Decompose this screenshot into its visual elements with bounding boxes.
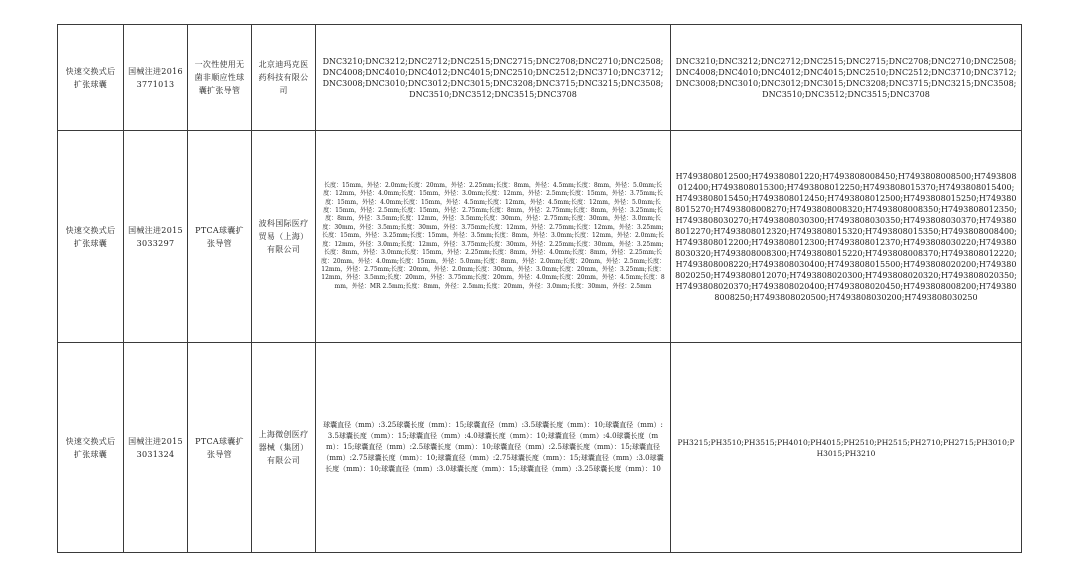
registration-number-cell: 国械注进20153033297 <box>124 131 188 343</box>
table-row <box>58 25 1022 131</box>
specification-cell: 长度：15mm，外径：2.0mm;长度：20mm，外径：2.25mm;长度：8mm，外径：4.5mm;长度：8mm，外径：5.0mm;长度：12mm，外径：4.0mm;长度：15mm，外径：3.0mm;长度：12mm，外径：2.5mm;长度：15mm，外径：3.75mm;长度：15mm，外径：4.0mm;长度：15mm，外径：4.5mm;长度：12mm，外径：4.5mm;长度：12mm，外径：5.0mm;长度：15mm，外径：2.5mm;长度：15mm，外径：2.75mm;长度：8mm，外径：2.75mm;长度：8mm，外径：3.25mm;长度：8mm，外径：3.5mm;长度：12mm，外径：3.5mm;长度：30mm，外径：2.75mm;长度：30mm，外径：3.0mm;长度：30mm，外径：3.5mm;长度：30mm，外径：3.75mm;长度：12mm，外径：2.75mm;长度：12mm，外径：3.25mm;长度：15mm，外径：3.25mm;长度：15mm，外径：3.5mm;长度：8mm，外径：3.0mm;长度：12mm，外径：2.0mm;长度：12mm，外径：3.0mm;长度：12mm，外径：3.75mm;长度：30mm，外径：2.25mm;长度：30mm，外径：3.25mm;长度：8mm，外径：3.0mm;长度：15mm，外径：2.25mm;长度：8mm，外径：4.0mm;长度：8mm，外径：2.25mm;长度：20mm，外径：4.0mm;长度：15mm，外径：5.0mm;长度：8mm，外径：2.0mm;长度：20mm，外径：2.5mm;长度：12mm，外径：2.75mm;长度：20mm，外径：2.0mm;长度：30mm，外径：3.0mm;长度：20mm，外径：3.25mm;长度：12mm，外径：3.5mm;长度：20mm，外径：3.75mm;长度：20mm，外径：4.0mm;长度：20mm，外径：4.5mm;长度：8mm，外径：MR 2.5mm;长度：8mm，外径：2.5mm;长度：20mm，外径：3.0mm;长度：30mm，外径：2.5mm <box>316 131 671 343</box>
company-cell: 波科国际医疗贸易（上海）有限公司 <box>252 131 316 343</box>
product-code-cell: DNC3210;DNC3212;DNC2712;DNC2515;DNC2715;DNC2708;DNC2710;DNC2508;DNC4008;DNC4010;DNC4012;DNC4015;DNC2510;DNC2512;DNC3710;DNC3712;DNC3008;DNC3010;DNC3012;DNC3015;DNC3208;DNC3715;DNC3215;DNC3508;DNC3510;DNC3512;DNC3515;DNC3708 <box>671 25 1022 131</box>
table-row <box>58 131 1022 343</box>
company-cell: 北京迪玛克医药科技有限公司 <box>252 25 316 131</box>
specification-cell: 球囊直径（mm）:3.25球囊长度（mm）：15;球囊直径（mm）:3.5球囊长度（mm）：10;球囊直径（mm）:3.5球囊长度（mm）：15;球囊直径（mm）:4.0球囊长度（mm）：10;球囊直径（mm）:4.0球囊长度（mm）：15;球囊直径（mm）:2.5球囊长度（mm）：10;球囊直径（mm）:2.5球囊长度（mm）：15;球囊直径（mm）:2.75球囊长度（mm）：10;球囊直径（mm）:2.75球囊长度（mm）：15;球囊直径（mm）:3.0球囊长度（mm）：10;球囊直径（mm）:3.0球囊长度（mm）：15;球囊直径（mm）:3.25球囊长度（mm）：10 <box>316 343 671 553</box>
table-row <box>58 343 1022 553</box>
product-name-cell: 快速交换式后扩张球囊 <box>58 131 124 343</box>
product-code-cell: H7493808012500;H749380801220;H7493808008450;H7493808008500;H7493808012400;H7493808015300;H7493808012250;H7493808015370;H7493808015400;H7493808015450;H7493808012450;H7493808012500;H7493808015250;H7493808015270;H7493808008270;H7493808008320;H7493808008350;H7493808012350;H7493808030270;H7493808030300;H7493808030350;H7493808030370;H7493808012270;H7493808012320;H7493808015320;H7493808015350;H7493808008400;H7493808012200;H7493808012300;H7493808012370;H7493808030220;H7493808030320;H7493808008300;H7493808015220;H7493808008370;H7493808012220;H7493808008220;H7493808030400;H7493808015500;H7493808020200;H7493808020250;H7493808012070;H7493808020300;H7493808020320;H7493808020350;H7493808020370;H7493808020400;H7493808020450;H7493808008200;H7493808008250;H7493808020500;H7493808030200;H7493808030250 <box>671 131 1022 343</box>
product-table <box>57 24 1022 553</box>
product-name-cell: 快速交换式后扩张球囊 <box>58 343 124 553</box>
registered-product-cell: 一次性使用无菌非顺应性球囊扩张导管 <box>188 25 252 131</box>
registered-product-cell: PTCA球囊扩张导管 <box>188 131 252 343</box>
product-name-cell: 快速交换式后扩张球囊 <box>58 25 124 131</box>
specification-cell: DNC3210;DNC3212;DNC2712;DNC2515;DNC2715;DNC2708;DNC2710;DNC2508;DNC4008;DNC4010;DNC4012;DNC4015;DNC2510;DNC2512;DNC3710;DNC3712;DNC3008;DNC3010;DNC3012;DNC3015;DNC3208;DNC3715;DNC3215;DNC3508;DNC3510;DNC3512;DNC3515;DNC3708 <box>316 25 671 131</box>
registered-product-cell: PTCA球囊扩张导管 <box>188 343 252 553</box>
company-cell: 上海微创医疗器械（集团）有限公司 <box>252 343 316 553</box>
product-code-cell: PH3215;PH3510;PH3515;PH4010;PH4015;PH2510;PH2515;PH2710;PH2715;PH3010;PH3015;PH3210 <box>671 343 1022 553</box>
registration-number-cell: 国械注进20163771013 <box>124 25 188 131</box>
registration-number-cell: 国械注进20153031324 <box>124 343 188 553</box>
